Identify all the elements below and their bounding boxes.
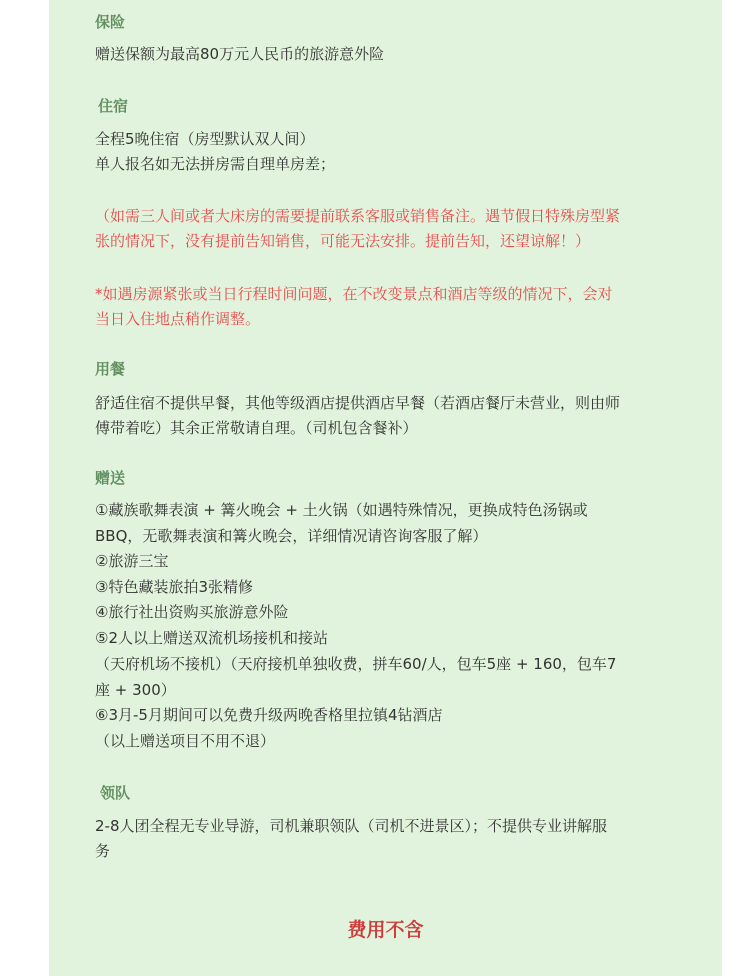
- meals-line: 傅带着吃）其余正常敬请自理。（司机包含餐补）: [95, 419, 418, 437]
- leader-line: 务: [95, 842, 111, 860]
- insurance-line: 赠送保额为最高80万元人民币的旅游意外险: [95, 45, 385, 63]
- content-panel: [49, 0, 722, 976]
- leader-line: 2-8人团全程无专业导游，司机兼职领队（司机不进景区）；不提供专业讲解服: [95, 817, 608, 835]
- gift-line: ③特色藏装旅拍3张精修: [95, 578, 253, 596]
- gift-line: ⑥3月-5月期间可以免费升级两晚香格里拉镇4钻酒店: [95, 706, 443, 724]
- section-title-insurance: 保险: [95, 13, 126, 31]
- gift-line: ④旅行社出资购买旅游意外险: [95, 603, 289, 621]
- lodging-line: 单人报名如无法拼房需自理单房差；: [95, 155, 336, 173]
- section-title-meals: 用餐: [95, 360, 126, 378]
- lodging-note2-line: *如遇房源紧张或当日行程时间问题，在不改变景点和酒店等级的情况下，会对: [95, 285, 613, 303]
- lodging-note-line: （如需三人间或者大床房的需要提前联系客服或销售备注。遇节假日特殊房型紧: [95, 207, 621, 225]
- section-title-leader: 领队: [100, 784, 131, 802]
- gift-line: ②旅游三宝: [95, 552, 169, 570]
- lodging-note2-line: 当日入住地点稍作调整。: [95, 310, 261, 328]
- fees-excluded-title: 费用不含: [347, 919, 424, 941]
- section-title-gifts: 赠送: [95, 469, 126, 487]
- gift-line: ①藏族歌舞表演 + 篝火晚会 + 土火锅（如遇特殊情况，更换成特色汤锅或: [95, 501, 588, 519]
- lodging-line: 全程5晚住宿（房型默认双人间）: [95, 130, 315, 148]
- section-title-lodging: 住宿: [98, 97, 129, 115]
- gift-line: BBQ，无歌舞表演和篝火晚会，详细情况请咨询客服了解）: [95, 527, 488, 545]
- gift-line: 座 + 300）: [95, 681, 176, 699]
- gift-line: （以上赠送项目不用不退）: [95, 732, 276, 750]
- gift-line: ⑤2人以上赠送双流机场接机和接站: [95, 629, 328, 647]
- gift-line: （天府机场不接机）（天府接机单独收费，拼车60/人，包车5座 + 160，包车7: [95, 655, 617, 673]
- meals-line: 舒适住宿不提供早餐，其他等级酒店提供酒店早餐（若酒店餐厅未营业，则由师: [95, 394, 621, 412]
- lodging-note-line: 张的情况下，没有提前告知销售，可能无法安排。提前告知，还望谅解！）: [95, 232, 591, 250]
